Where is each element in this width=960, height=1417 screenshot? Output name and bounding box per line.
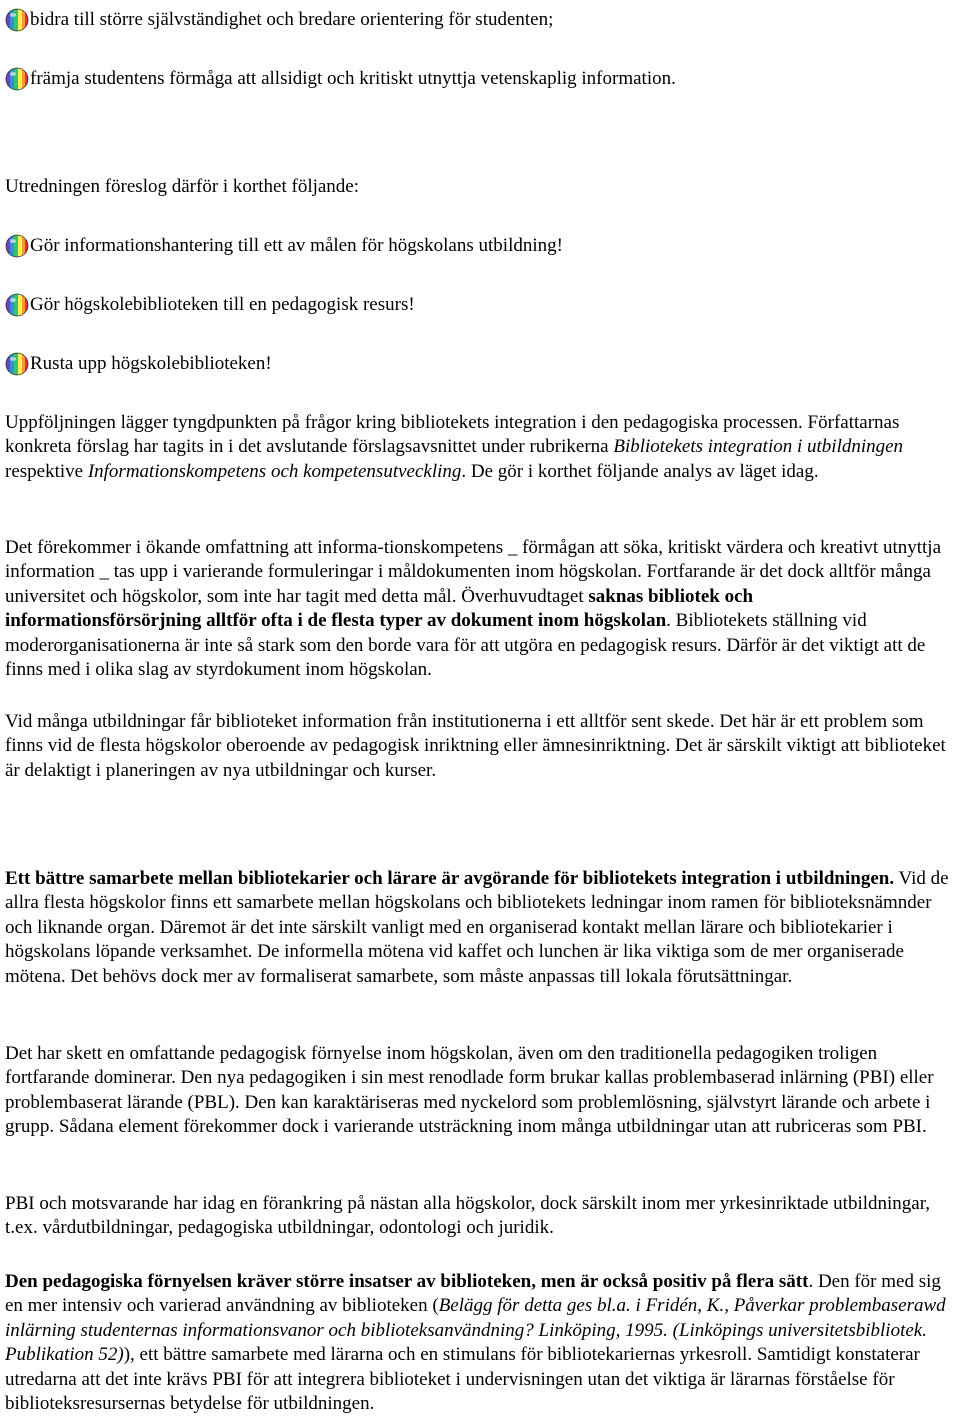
paragraph-cooperation: Ett bättre samarbete mellan bibliotekarier och lärare är avgörande för bibliotekets integration i utbildningen. Vid de allra flesta högskolor finns ett samarbete mellan högskolans och bibliotekets ledningar inom ramen för biblioteksnämnder och liknande organ. Däremot är det inte särskilt vanligt med en organiserad kontakt mellan lärare och bibliotekarier i högskolans löpande verksamhet. De informella mötena vid kaffet och lunchen är lika viktiga som de mer organiserade mötena. Det behövs dock mer av formaliserat samarbete, som måste anpassas till lokala förutsättningar. xyxy=(5,868,949,987)
bullet-item xyxy=(5,233,563,259)
paragraph-followup: Uppföljningen lägger tyngdpunkten på frågor kring bibliotekets integration i den pedagogiska processen. Författarnas konkreta förslag har tagits in i det avslutande förslagsavsnittet under rubrikerna Bibliotekets integration i utbildningen respektive Informationskompetens och kompetensutveckling. De gör i korthet följande analys av läget idag. xyxy=(5,412,904,482)
rainbow-ball-bullet-icon xyxy=(5,293,29,317)
rainbow-ball-bullet-icon xyxy=(5,234,29,258)
bullet-item xyxy=(5,66,676,92)
bullet-item xyxy=(5,351,272,377)
paragraph-late-information: Vid många utbildningar får biblioteket information från institutionerna i ett alltför sent skede. Det här är ett problem som finns vid de flesta högskolor oberoende av pedagogisk inriktning eller ämnesinriktning. Det är särskilt viktigt att biblioteket är delaktigt i planeringen av nya utbildningar och kurser. xyxy=(5,711,946,781)
rainbow-ball-bullet-icon xyxy=(5,8,29,32)
bullet-item xyxy=(5,292,415,318)
rainbow-ball-bullet-icon xyxy=(5,352,29,376)
paragraph-pbi: PBI och motsvarande har idag en förankring på nästan alla högskolor, dock särskilt inom mer yrkesinriktade utbildningar, t.ex. vårdutbildningar, pedagogiska utbildningar, odontologi och juridik. xyxy=(5,1193,931,1239)
paragraph-pedagogical-renewal: Det har skett en omfattande pedagogisk förnyelse inom högskolan, även om den traditionella pedagogiken troligen fortfarande dominerar. Den nya pedagogiken i sin mest renodlade form brukar kallas problembaserad inlärning (PBI) eller problembaserat lärande (PBL). Den kan karaktäriseras med nyckelord som problemlösning, självstyrt lärande och arbete i grupp. Sådana element förekommer dock i varierande utsträckning inom många utbildningar utan att rubriceras som PBI. xyxy=(5,1043,934,1138)
bullet-text: Rusta upp högskolebiblioteken! xyxy=(30,353,272,374)
intro-line: Utredningen föreslog därför i korthet följande: xyxy=(5,176,360,197)
paragraph-renewal-demands: Den pedagogiska förnyelsen kräver större insatser av biblioteken, men är också positiv på flera sätt. Den för med sig en mer intensiv och varierad användning av biblioteken (Belägg för detta ges bl.a. i Fridén, K., Påverkar problembaserawd inlärning studenternas informationsvanor och biblioteksanvändning? Linköping, 1995. (Linköpings universitetsbibliotek. Publikation 52)), ett bättre samarbete med lärarna och en stimulans för bibliotekariernas yrkesroll. Samtidigt konstaterar utredarna att det inte krävs PBI för att integrera biblioteket i undervisningen utan det viktiga är lärarnas förståelse för biblioteksresursernas betydelse för utbildningen. xyxy=(5,1271,946,1415)
bullet-text: bidra till större självständighet och bredare orientering för studenten; xyxy=(30,9,554,30)
bullet-text: främja studentens förmåga att allsidigt och kritiskt utnyttja vetenskaplig information. xyxy=(30,68,676,89)
bullet-item xyxy=(5,7,553,33)
paragraph-information-literacy: Det förekommer i ökande omfattning att informa-tionskompetens _ förmågan att söka, kritiskt värdera och kreativt utnyttja information _ tas upp i varierande formuleringar i måldokumenten inom högskolan. Fortfarande är det dock alltför många universitet och högskolor, som inte har tagit med detta mål. Överhuvudtaget saknas bibliotek och informationsförsörjning alltför ofta i de flesta typer av dokument inom högskolan. Bibliotekets ställning vid moderorganisationerna är inte så stark som den borde vara för att utgöra en pedagogisk resurs. Därför är det viktigt att de finns med i olika slag av styrdokument inom högskolan. xyxy=(5,537,942,681)
rainbow-ball-bullet-icon xyxy=(5,67,29,91)
bullet-text: Gör högskolebiblioteken till en pedagogisk resurs! xyxy=(30,294,415,315)
bullet-text: Gör informationshantering till ett av målen för högskolans utbildning! xyxy=(30,235,563,256)
